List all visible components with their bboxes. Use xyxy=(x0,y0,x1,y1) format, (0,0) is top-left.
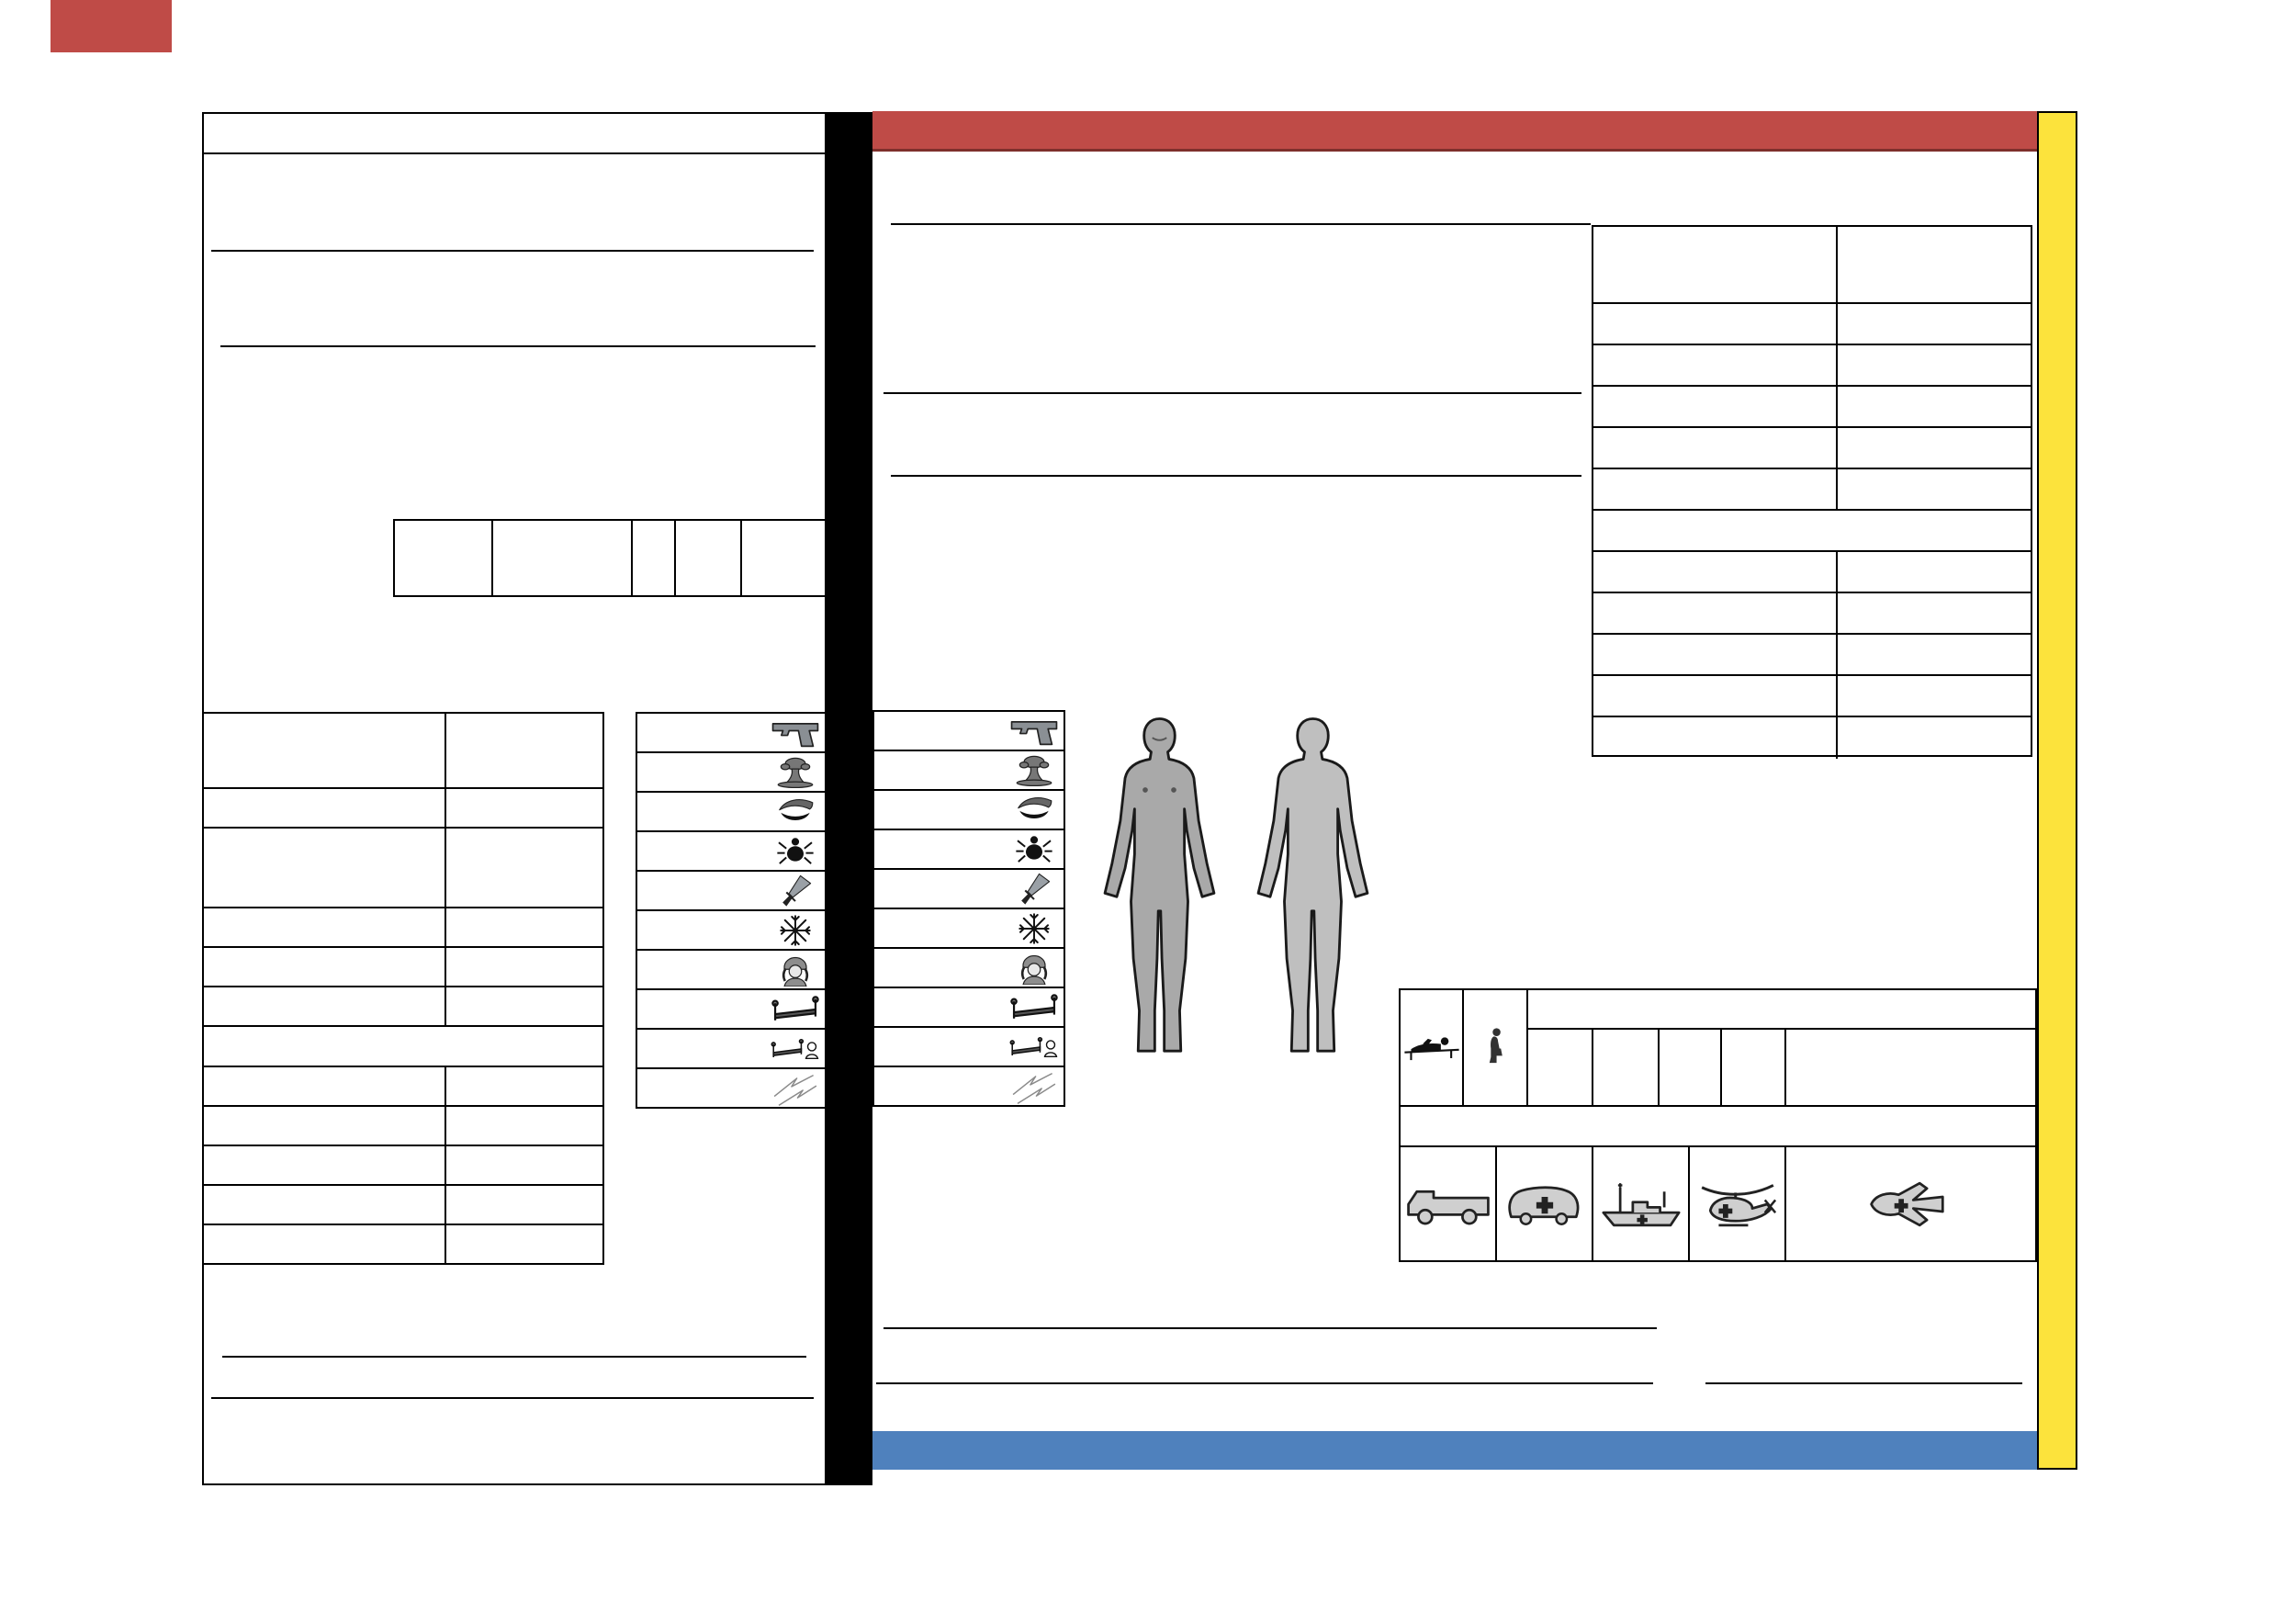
main-med-table xyxy=(1592,225,2032,757)
dose-cell[interactable] xyxy=(445,987,602,1025)
stub-done-header xyxy=(204,1027,602,1067)
stub-med-table xyxy=(204,712,604,1265)
table-row xyxy=(1593,345,2031,387)
mechanical-trauma-icon xyxy=(1005,1072,1064,1105)
stub-diagnosis-line2[interactable] xyxy=(211,1397,814,1399)
table-row xyxy=(637,753,825,793)
table-row xyxy=(637,990,825,1030)
table-row xyxy=(1593,469,2031,511)
table-row xyxy=(637,872,825,911)
table-row xyxy=(874,1028,1064,1067)
radiation-banner xyxy=(872,1431,2037,1470)
table-row xyxy=(874,988,1064,1028)
value-cell[interactable] xyxy=(445,1067,602,1105)
table-row xyxy=(204,1186,602,1225)
biological-weapon-icon xyxy=(1005,833,1064,866)
table-row xyxy=(204,829,602,908)
dose-cell[interactable] xyxy=(1836,428,2031,468)
table-row xyxy=(874,751,1064,791)
sick-bed-icon xyxy=(766,993,825,1026)
table-row xyxy=(637,832,825,872)
table-row xyxy=(637,1069,825,1111)
evac-sitting-option[interactable] xyxy=(1464,990,1528,1105)
stub-col-given xyxy=(204,714,445,787)
snowflake-icon xyxy=(1005,912,1064,945)
main-col-dose xyxy=(1836,227,2031,302)
stub-panel xyxy=(202,112,827,1485)
value-cell[interactable] xyxy=(445,1107,602,1145)
table-row xyxy=(637,951,825,990)
table-row xyxy=(1593,635,2031,676)
dose-cell[interactable] xyxy=(1836,304,2031,344)
evac-lying-option[interactable] xyxy=(1401,990,1464,1105)
evac-dest-vmg[interactable] xyxy=(1593,1030,1660,1105)
dose-cell[interactable] xyxy=(445,948,602,986)
main-col-given xyxy=(1593,227,1836,302)
table-row xyxy=(874,1067,1064,1109)
doctor-signature-line[interactable] xyxy=(1705,1382,2022,1384)
pistol-icon xyxy=(1005,715,1064,748)
evac-dest-civ[interactable] xyxy=(1786,1030,2035,1105)
issued-by-blank[interactable] xyxy=(891,197,1591,225)
infection-bed-icon xyxy=(766,1032,825,1066)
table-row xyxy=(874,712,1064,751)
main-agent-table xyxy=(872,710,1065,1107)
table-row xyxy=(204,1225,602,1265)
table-row xyxy=(204,1146,602,1186)
diagnosis-field[interactable] xyxy=(876,1301,1657,1329)
sitting-person-icon xyxy=(1482,990,1508,1103)
evac-dest-mpp[interactable] xyxy=(1528,1030,1593,1105)
evac-where-label xyxy=(1528,990,2035,1028)
stub-col-dose xyxy=(445,714,602,787)
dose-cell[interactable] xyxy=(1836,387,2031,426)
transport-row xyxy=(1401,1145,2035,1260)
card-id-blank[interactable] xyxy=(891,449,1581,477)
table-row xyxy=(1593,304,2031,345)
dose-cell[interactable] xyxy=(445,908,602,946)
stretcher-lying-icon xyxy=(1403,990,1460,1103)
body-diagram-front[interactable] xyxy=(1088,690,1231,1089)
truck-icon[interactable] xyxy=(1401,1147,1497,1260)
table-row xyxy=(874,949,1064,988)
value-cell[interactable] xyxy=(445,1225,602,1265)
pistol-icon xyxy=(766,716,825,750)
sanitary-type-side-label xyxy=(584,712,632,1109)
knife-icon xyxy=(1005,873,1064,906)
corner-red-mark xyxy=(51,0,172,52)
ambulance-icon[interactable] xyxy=(1497,1147,1593,1260)
dose-cell[interactable] xyxy=(1836,469,2031,509)
sanitary-stripe xyxy=(2037,111,2077,1470)
soldier-stress-icon xyxy=(1005,952,1064,985)
nuclear-explosion-icon xyxy=(1005,754,1064,787)
table-row xyxy=(204,1107,602,1146)
value-cell[interactable] xyxy=(445,1186,602,1224)
table-row xyxy=(637,1030,825,1069)
stub-evac-dest-mpp[interactable] xyxy=(395,521,493,595)
table-row xyxy=(874,830,1064,870)
biological-weapon-icon xyxy=(766,835,825,868)
table-row xyxy=(204,789,602,829)
stub-diagnosis-blank[interactable] xyxy=(222,1329,806,1358)
dose-cell[interactable] xyxy=(1836,345,2031,385)
stub-evac-dest-civ[interactable] xyxy=(742,521,825,595)
evac-dest-vmkc[interactable] xyxy=(1722,1030,1786,1105)
chemical-weapon-icon xyxy=(766,795,825,829)
stub-id-field[interactable] xyxy=(213,320,816,347)
value-cell[interactable] xyxy=(1836,552,2031,592)
table-row xyxy=(1593,387,2031,428)
ship-icon[interactable] xyxy=(1593,1147,1690,1260)
stub-evac-destination-table xyxy=(393,519,827,597)
table-row xyxy=(874,870,1064,909)
table-row xyxy=(874,791,1064,830)
main-card-panel xyxy=(872,111,2037,1470)
stub-evac-dest-vmg[interactable] xyxy=(493,521,633,595)
isolation-stripe xyxy=(827,112,872,1485)
value-cell[interactable] xyxy=(1836,676,2031,716)
infection-bed-icon xyxy=(1005,1031,1064,1064)
evac-priority-row[interactable] xyxy=(1401,1105,2035,1145)
stub-evac-dest-vmkc[interactable] xyxy=(676,521,742,595)
table-row xyxy=(204,908,602,948)
value-cell[interactable] xyxy=(445,1146,602,1184)
sick-bed-icon xyxy=(1005,991,1064,1024)
value-cell[interactable] xyxy=(1836,593,2031,633)
chemical-weapon-icon xyxy=(1005,794,1064,827)
mechanical-trauma-icon xyxy=(766,1074,825,1107)
table-row xyxy=(1593,428,2031,469)
table-row xyxy=(1593,717,2031,759)
table-row xyxy=(204,987,602,1027)
stub-id-blank[interactable] xyxy=(220,320,816,347)
table-row xyxy=(1593,676,2031,717)
snowflake-icon xyxy=(766,914,825,947)
table-row xyxy=(637,714,825,753)
stub-diagnosis-field[interactable] xyxy=(215,1329,806,1358)
evac-dest-vg[interactable] xyxy=(1660,1030,1722,1105)
value-cell[interactable] xyxy=(1836,635,2031,674)
stub-agent-table xyxy=(636,712,827,1109)
stub-name-line[interactable] xyxy=(211,250,814,252)
helicopter-icon[interactable] xyxy=(1690,1147,1786,1260)
dose-cell[interactable] xyxy=(445,829,602,907)
nuclear-explosion-icon xyxy=(766,756,825,789)
card-name-line[interactable] xyxy=(884,392,1581,394)
table-row xyxy=(1593,552,2031,593)
table-row xyxy=(874,909,1064,949)
diagnosis-line2[interactable] xyxy=(876,1382,1653,1384)
evacuation-table xyxy=(1399,988,2037,1262)
table-row xyxy=(1593,593,2031,635)
diagnosis-blank[interactable] xyxy=(884,1301,1657,1329)
stub-title xyxy=(204,114,825,154)
stub-evac-dest-vg[interactable] xyxy=(633,521,676,595)
soldier-stress-icon xyxy=(766,953,825,987)
body-diagram-back[interactable] xyxy=(1242,690,1384,1089)
dose-cell[interactable] xyxy=(445,789,602,827)
table-row xyxy=(637,793,825,832)
table-row xyxy=(637,911,825,951)
main-done-header xyxy=(1593,511,2031,552)
airplane-icon[interactable] xyxy=(1786,1147,2035,1260)
knife-icon xyxy=(766,874,825,908)
table-row xyxy=(204,948,602,987)
value-cell[interactable] xyxy=(1836,717,2031,759)
urgent-care-banner xyxy=(872,111,2037,152)
issued-by-field[interactable] xyxy=(884,197,1591,225)
table-row xyxy=(204,1067,602,1107)
card-id-field[interactable] xyxy=(884,449,1581,477)
